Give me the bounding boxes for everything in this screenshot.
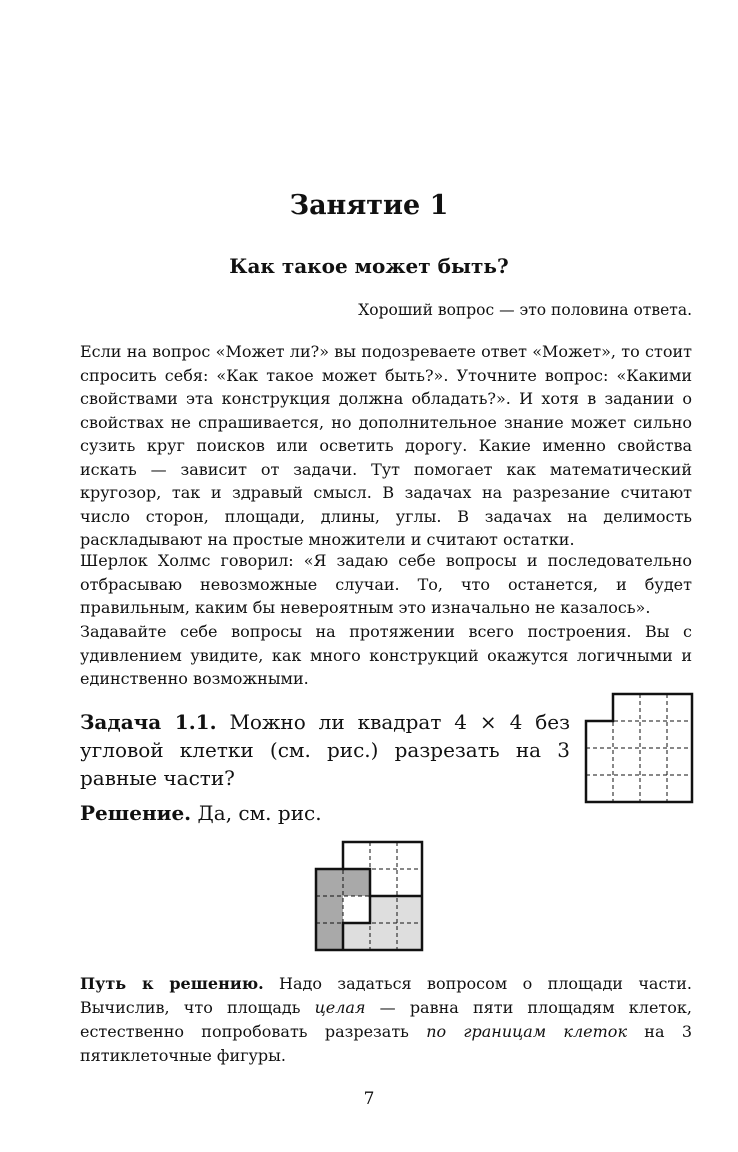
solution-label: Решение. (80, 801, 192, 825)
lesson-title: Занятие 1 (289, 190, 449, 221)
task-text: Можно ли квадрат 4 × 4 без угловой клетки (см. рис.) разрезать на 3 равные части? (80, 710, 570, 790)
sherlock-paragraph: Шерлок Холмс говорил: «Я задаю себе вопросы и последовательно отбрасываю невозможные случаи. То, что останется, и будет правильным, каким бы невероятным это изначально не казалось». (80, 551, 692, 617)
epigraph: Хороший вопрос — это половина ответа. (358, 301, 692, 319)
solution-text: Да, см. рис. (191, 801, 322, 825)
solution (80, 801, 322, 825)
path-text-3: на 3 пятиклеточные фигуры. (80, 1022, 693, 1065)
task-figure (583, 692, 695, 806)
section-title: Как такое может быть? (229, 254, 509, 278)
path-text-1: Надо задаться вопросом о площади части. Вычислив, что площадь (80, 974, 692, 1017)
path-text-2: — равна пяти площадям клеток, естественно попробовать разрезать (80, 998, 692, 1041)
solution-figure (313, 840, 425, 952)
path-italic-2: по границам клеток (426, 1022, 627, 1041)
task-label: Задача 1.1. (80, 710, 217, 734)
path-to-solution (80, 972, 692, 1068)
page-number: 7 (363, 1089, 375, 1109)
advice-paragraph: Задавайте себе вопросы на протяжении всего построения. Вы с удивлением увидите, как много конструкций окажутся логичными и единственно возможными. (80, 622, 692, 688)
path-italic-1: целая (314, 998, 366, 1017)
task-statement (80, 708, 570, 792)
task-figure-grid (586, 694, 692, 802)
path-label: Путь к решению. (80, 974, 264, 993)
intro-paragraph: Если на вопрос «Может ли?» вы подозреваете ответ «Может», то стоит спросить себя: «Как такое может быть?». Уточните вопрос: «Какими свойствами эта конструкция должна обладать?». И хотя в задании о свойствах не спрашивается, но дополнительное знание может сильно сузить круг поисков или осветить дорогу. Какие именно свойства искать — зависит от задачи. Тут помогает как математический кругозор, так и здравый смысл. В задачах на разрезание считают число сторон, площади, длины, углы. В задачах на делимость раскладывают на простые множители и считают остатки. (80, 342, 692, 549)
